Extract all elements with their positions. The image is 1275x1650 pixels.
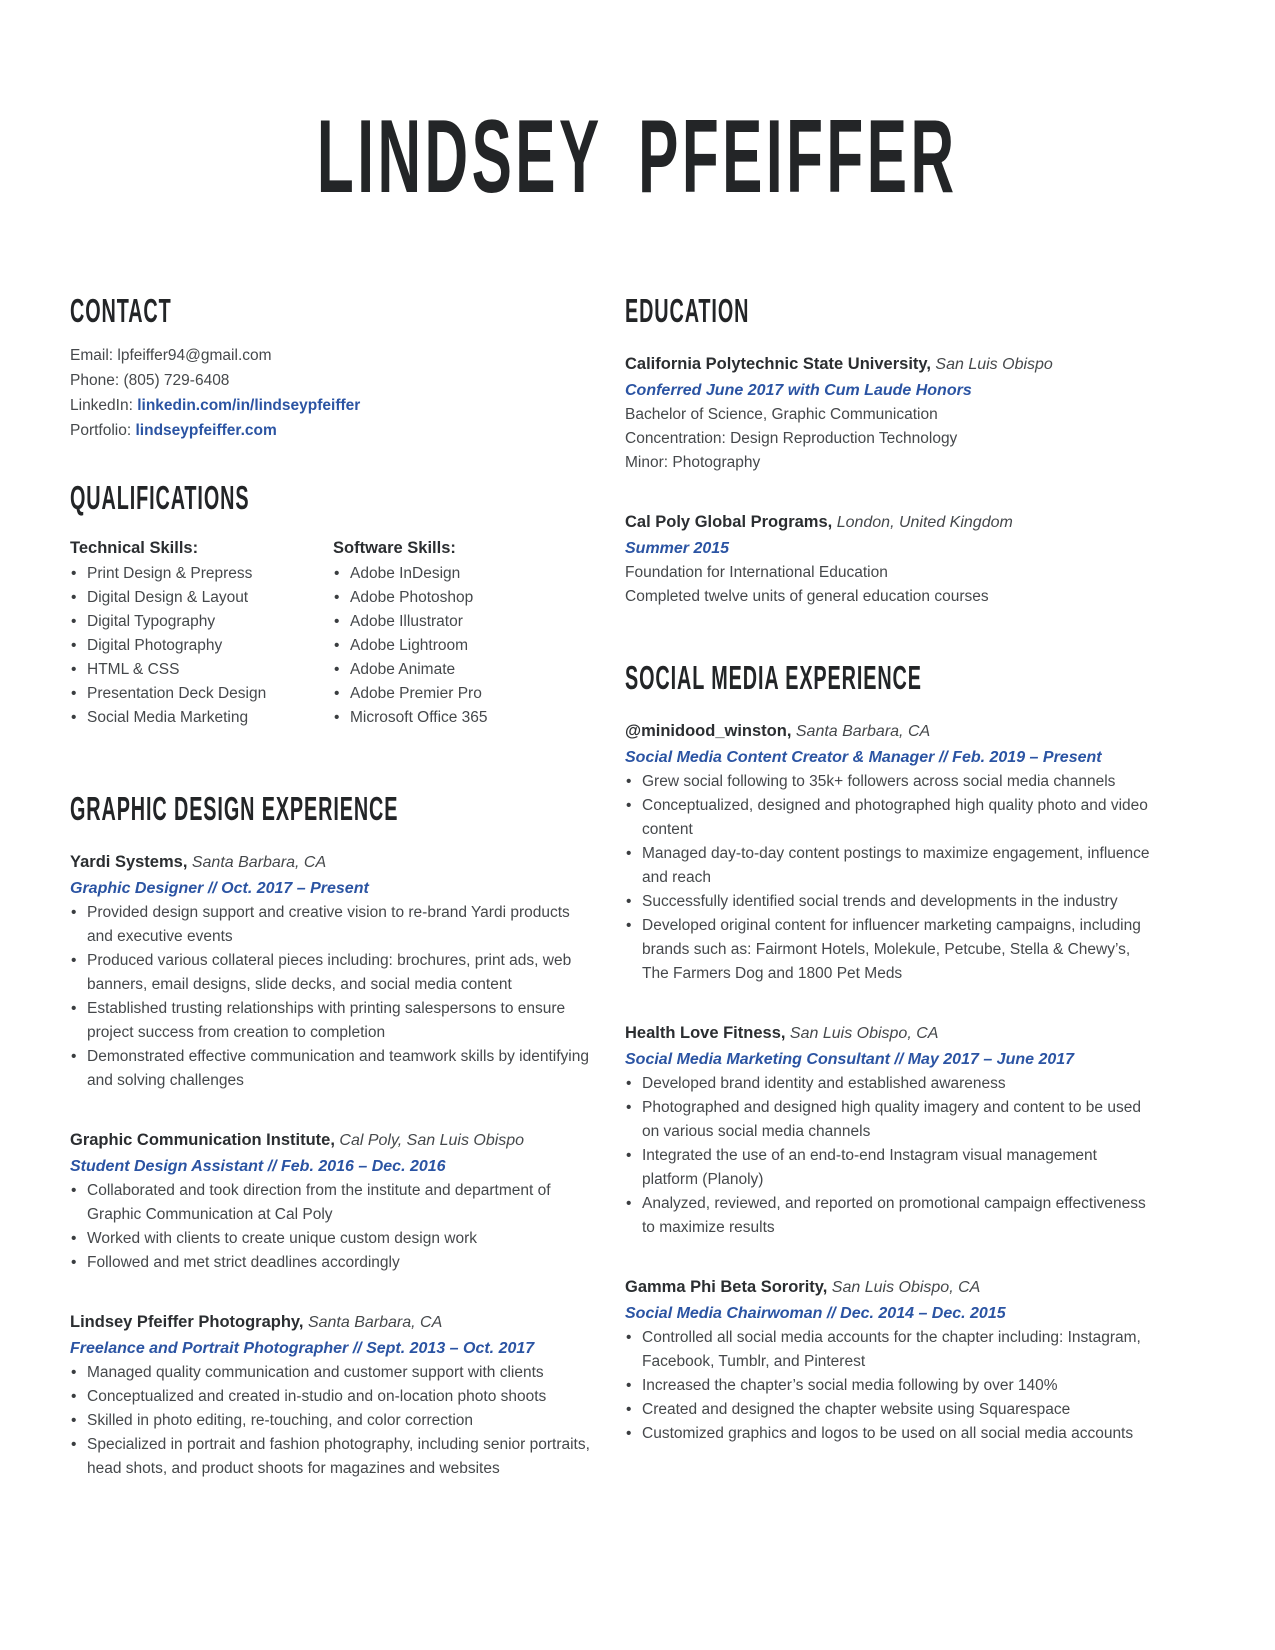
list-item: • Conceptualized, designed and photographed high quality photo and video content bbox=[625, 794, 1153, 842]
social-entries bbox=[625, 718, 1153, 1446]
list-item: • Adobe Premier Pro bbox=[333, 682, 488, 706]
technical-skills-title: Technical Skills: bbox=[70, 539, 199, 557]
company-location: San Luis Obispo, CA bbox=[789, 1025, 939, 1042]
entry-bullets bbox=[70, 1361, 595, 1481]
list-item: • Successfully identified social trends and developments in the industry bbox=[625, 890, 1153, 914]
skills-columns bbox=[70, 536, 595, 730]
education-detail: Foundation for International Education bbox=[625, 564, 888, 581]
social-entry-health-love-fitness bbox=[625, 1020, 1153, 1240]
entry-bullets bbox=[70, 901, 595, 1093]
company-name: Gamma Phi Beta Sorority, bbox=[625, 1278, 828, 1296]
education-entry-global-programs bbox=[625, 509, 1153, 609]
technical-skills-column bbox=[70, 536, 333, 730]
education-detail: Bachelor of Science, Graphic Communication bbox=[625, 406, 938, 423]
list-item: • Adobe Animate bbox=[333, 658, 488, 682]
list-item: • Established trusting relationships with printing salespersons to ensure project success from creation to completion bbox=[70, 997, 595, 1045]
portfolio-label: Portfolio: bbox=[70, 422, 136, 439]
list-item: • Worked with clients to create unique custom design work bbox=[70, 1227, 595, 1251]
entry-bullets bbox=[70, 1179, 595, 1275]
contact-row-linkedin bbox=[70, 393, 595, 418]
software-skills-title: Software Skills: bbox=[333, 539, 456, 557]
list-item: • Microsoft Office 365 bbox=[333, 706, 488, 730]
list-item: • Increased the chapter’s social media following by over 140% bbox=[625, 1374, 1153, 1398]
phone-value: (805) 729-6408 bbox=[123, 372, 230, 389]
entry-head bbox=[625, 509, 1153, 536]
list-item: • Developed original content for influencer marketing campaigns, including brands such as: Fairmont Hotels, Molekule, Petcube, Stella & Chewy’s, The Farmers Dog and 1800 Pet Meds bbox=[625, 914, 1153, 986]
section-graphic-design-experience bbox=[70, 792, 595, 1481]
school-location: San Luis Obispo bbox=[935, 356, 1053, 373]
entry-head bbox=[625, 351, 1153, 378]
list-item: • Demonstrated effective communication and teamwork skills by identifying and solving challenges bbox=[70, 1045, 595, 1093]
section-contact bbox=[70, 294, 595, 443]
role-and-dates: Social Media Chairwoman // Dec. 2014 – Dec. 2015 bbox=[625, 1305, 1006, 1322]
experience-entries bbox=[70, 849, 595, 1481]
social-entry-gamma-phi-beta bbox=[625, 1274, 1153, 1446]
software-skills-column bbox=[333, 536, 488, 730]
company-name: Lindsey Pfeiffer Photography, bbox=[70, 1313, 304, 1331]
list-item: • Integrated the use of an end-to-end Instagram visual management platform (Planoly) bbox=[625, 1144, 1153, 1192]
list-item: • Customized graphics and logos to be used on all social media accounts bbox=[625, 1422, 1153, 1446]
contact-row-phone bbox=[70, 368, 595, 393]
contact-row-email bbox=[70, 343, 595, 368]
list-item: • Collaborated and took direction from the institute and department of Graphic Communication at Cal Poly bbox=[70, 1179, 595, 1227]
list-item: • Developed brand identity and established awareness bbox=[625, 1072, 1153, 1096]
entry-head bbox=[70, 1309, 595, 1336]
education-entries bbox=[625, 351, 1153, 609]
entry-head bbox=[70, 849, 595, 876]
entry-bullets bbox=[625, 770, 1153, 986]
social-entry-minidood bbox=[625, 718, 1153, 986]
list-item: • Adobe Photoshop bbox=[333, 586, 488, 610]
experience-entry-yardi bbox=[70, 849, 595, 1093]
left-column bbox=[70, 294, 595, 1481]
role-and-dates: Student Design Assistant // Feb. 2016 – Dec. 2016 bbox=[70, 1158, 446, 1175]
list-item: • Digital Photography bbox=[70, 634, 333, 658]
company-location: San Luis Obispo, CA bbox=[831, 1279, 981, 1296]
list-item: • Social Media Marketing bbox=[70, 706, 333, 730]
graphic-design-experience-heading: GRAPHIC DESIGN EXPERIENCE bbox=[70, 790, 399, 827]
entry-head bbox=[625, 1020, 1153, 1047]
list-item: • Presentation Deck Design bbox=[70, 682, 333, 706]
portfolio-link[interactable]: lindseypfeiffer.com bbox=[135, 422, 277, 439]
entry-bullets bbox=[625, 1326, 1153, 1446]
software-skills-list bbox=[333, 562, 488, 730]
linkedin-label: LinkedIn: bbox=[70, 397, 138, 414]
company-name: Graphic Communication Institute, bbox=[70, 1131, 335, 1149]
contact-row-portfolio bbox=[70, 418, 595, 443]
list-item: • Followed and met strict deadlines accordingly bbox=[70, 1251, 595, 1275]
qualifications-heading: QUALIFICATIONS bbox=[70, 479, 250, 516]
role-and-dates: Social Media Marketing Consultant // May 2017 – June 2017 bbox=[625, 1051, 1075, 1068]
entry-head bbox=[625, 1274, 1153, 1301]
page-title: LINDSEY PFEIFFER bbox=[317, 99, 958, 215]
right-column bbox=[625, 294, 1153, 1481]
linkedin-link[interactable]: linkedin.com/in/lindseypfeiffer bbox=[137, 397, 361, 414]
email-label: Email: bbox=[70, 347, 118, 364]
section-social-media-experience bbox=[625, 661, 1153, 1446]
experience-entry-photography bbox=[70, 1309, 595, 1481]
content-columns bbox=[0, 294, 1275, 1481]
technical-skills-list bbox=[70, 562, 333, 730]
list-item: • Conceptualized and created in-studio and on-location photo shoots bbox=[70, 1385, 595, 1409]
education-subtitle: Conferred June 2017 with Cum Laude Honors bbox=[625, 382, 972, 399]
education-entry-calpoly bbox=[625, 351, 1153, 475]
phone-label: Phone: bbox=[70, 372, 124, 389]
experience-entry-gci bbox=[70, 1127, 595, 1275]
list-item: • Specialized in portrait and fashion photography, including senior portraits, head shots, and product shoots for magazines and websites bbox=[70, 1433, 595, 1481]
social-media-experience-heading: SOCIAL MEDIA EXPERIENCE bbox=[625, 659, 922, 696]
list-item: • HTML & CSS bbox=[70, 658, 333, 682]
list-item: • Adobe InDesign bbox=[333, 562, 488, 586]
list-item: • Adobe Illustrator bbox=[333, 610, 488, 634]
account-location: Santa Barbara, CA bbox=[795, 723, 931, 740]
company-location: Santa Barbara, CA bbox=[307, 1314, 443, 1331]
list-item: • Provided design support and creative vision to re-brand Yardi products and executive events bbox=[70, 901, 595, 949]
company-location: Cal Poly, San Luis Obispo bbox=[339, 1132, 525, 1149]
company-name: Health Love Fitness, bbox=[625, 1024, 786, 1042]
education-detail: Minor: Photography bbox=[625, 454, 761, 471]
list-item: • Digital Design & Layout bbox=[70, 586, 333, 610]
education-heading: EDUCATION bbox=[625, 292, 750, 329]
school-name: Cal Poly Global Programs, bbox=[625, 513, 833, 531]
entry-head bbox=[625, 718, 1153, 745]
list-item: • Controlled all social media accounts for the chapter including: Instagram, Facebook, Tumblr, and Pinterest bbox=[625, 1326, 1153, 1374]
list-item: • Created and designed the chapter website using Squarespace bbox=[625, 1398, 1153, 1422]
list-item: • Photographed and designed high quality imagery and content to be used on various social media channels bbox=[625, 1096, 1153, 1144]
company-location: Santa Barbara, CA bbox=[191, 854, 327, 871]
role-and-dates: Social Media Content Creator & Manager // Feb. 2019 – Present bbox=[625, 749, 1102, 766]
school-location: London, United Kingdom bbox=[836, 514, 1013, 531]
list-item: • Managed day-to-day content postings to maximize engagement, influence and reach bbox=[625, 842, 1153, 890]
list-item: • Adobe Lightroom bbox=[333, 634, 488, 658]
account-name: @minidood_winston, bbox=[625, 722, 792, 740]
contact-rows bbox=[70, 343, 595, 443]
section-qualifications bbox=[70, 481, 595, 730]
school-name: California Polytechnic State University, bbox=[625, 355, 931, 373]
list-item: • Skilled in photo editing, re-touching, and color correction bbox=[70, 1409, 595, 1433]
email-value: lpfeiffer94@gmail.com bbox=[117, 347, 272, 364]
company-name: Yardi Systems, bbox=[70, 853, 188, 871]
education-detail: Concentration: Design Reproduction Technology bbox=[625, 430, 958, 447]
list-item: • Digital Typography bbox=[70, 610, 333, 634]
list-item: • Print Design & Prepress bbox=[70, 562, 333, 586]
section-education bbox=[625, 294, 1153, 609]
role-and-dates: Freelance and Portrait Photographer // Sept. 2013 – Oct. 2017 bbox=[70, 1340, 535, 1357]
entry-bullets bbox=[625, 1072, 1153, 1240]
list-item: • Grew social following to 35k+ followers across social media channels bbox=[625, 770, 1153, 794]
contact-heading: CONTACT bbox=[70, 292, 172, 329]
list-item: • Managed quality communication and customer support with clients bbox=[70, 1361, 595, 1385]
education-detail: Completed twelve units of general education courses bbox=[625, 588, 989, 605]
header bbox=[0, 0, 1275, 215]
education-subtitle: Summer 2015 bbox=[625, 540, 730, 557]
list-item: • Produced various collateral pieces including: brochures, print ads, web banners, email designs, slide decks, and social media content bbox=[70, 949, 595, 997]
role-and-dates: Graphic Designer // Oct. 2017 – Present bbox=[70, 880, 369, 897]
list-item: • Analyzed, reviewed, and reported on promotional campaign effectiveness to maximize results bbox=[625, 1192, 1153, 1240]
entry-head bbox=[70, 1127, 595, 1154]
